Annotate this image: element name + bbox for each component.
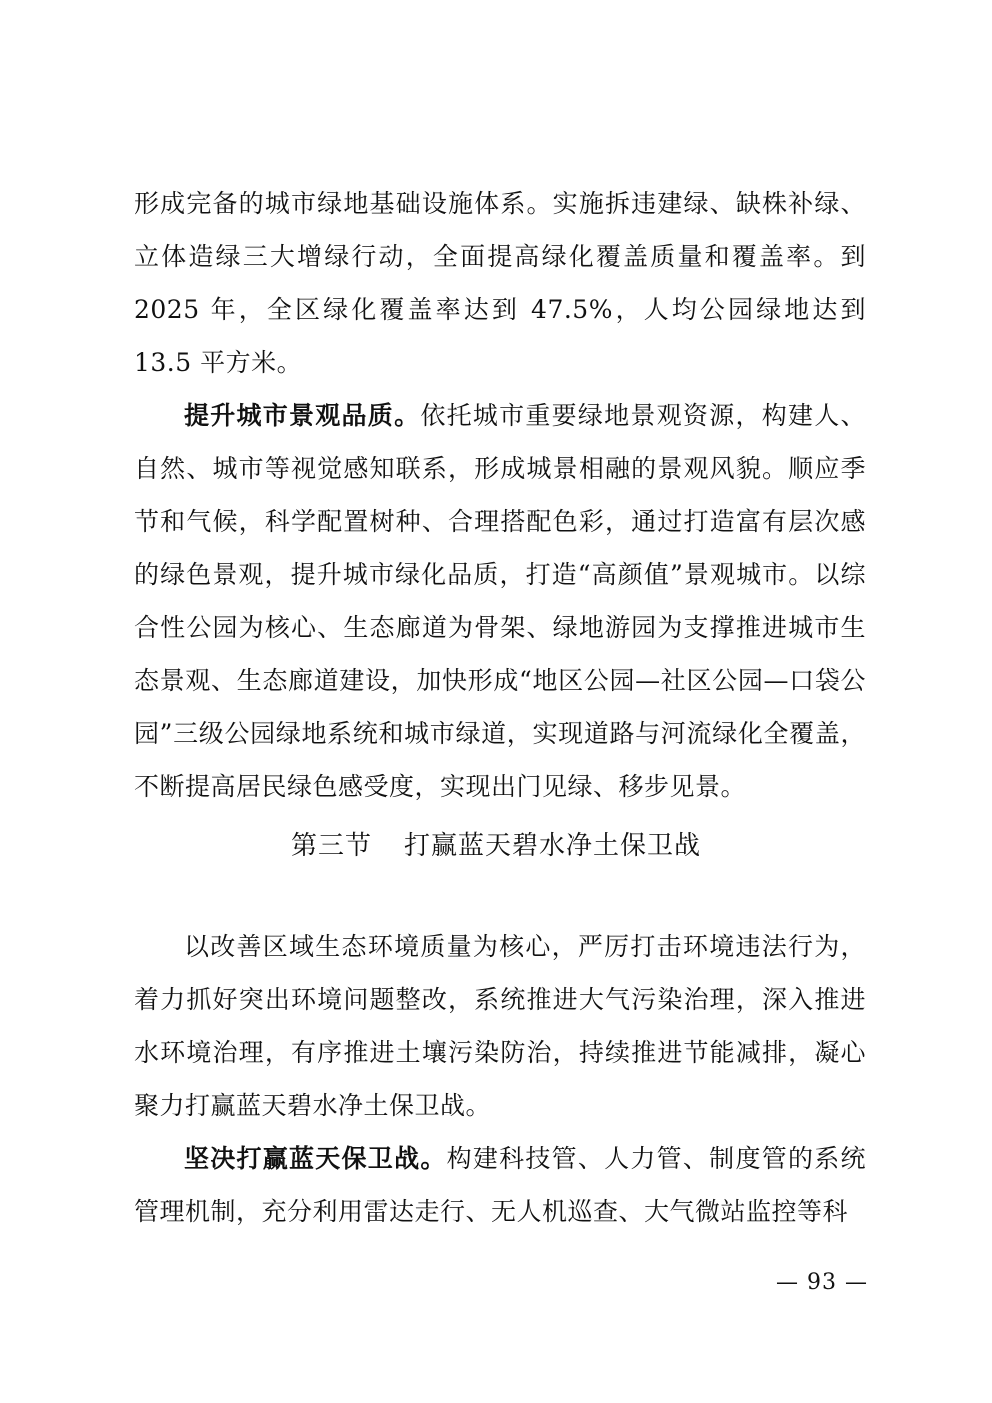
landscape-paragraph-text: 依托城市重要绿地景观资源，构建人、自然、城市等视觉感知联系，形成城景相融的景观风貌。顺应季节和气候，科学配置树种、合理搭配色彩，通过打造富有层次感的绿色景观，提升城市绿化品质，打造“高颜值”景观城市。以综合性公园为核心、生态廊道为骨架、绿地游园为支撑推进城市生态景观、生态廊道建设，加快形成“地区公园—社区公园—口袋公园”三级公园绿地系统和城市绿道，实现道路与河流绿化全覆盖，不断提高居民绿色感受度，实现出门见绿、移步见景。 xyxy=(134,401,866,801)
upper-text-block xyxy=(134,177,866,813)
landscape-paragraph-lead: 提升城市景观品质。 xyxy=(184,401,421,430)
blue-sky-paragraph-text: 构建科技管、人力管、制度管的系统管理机制，充分利用雷达走行、无人机巡查、大气微站监控等科 xyxy=(134,1144,866,1226)
page-number: — 93 — xyxy=(776,1270,868,1295)
section-heading xyxy=(0,826,992,866)
blue-sky-paragraph-lead: 坚决打赢蓝天保卫战。 xyxy=(184,1144,447,1173)
lower-text-block xyxy=(134,920,866,1238)
section-intro-paragraph: 以改善区域生态环境质量为核心，严厉打击环境违法行为，着力抓好突出环境问题整改，系统推进大气污染治理，深入推进水环境治理，有序推进土壤污染防治，持续推进节能减排，凝心聚力打赢蓝天碧水净土保卫战。 xyxy=(134,932,866,1120)
landscape-paragraph xyxy=(134,389,866,813)
section-number: 第三节 xyxy=(290,831,372,861)
intro-paragraph: 形成完备的城市绿地基础设施体系。实施拆违建绿、缺株补绿、立体造绿三大增绿行动，全面提高绿化覆盖质量和覆盖率。到 2025 年，全区绿化覆盖率达到 47.5%，人均公园绿地达到 13.5 平方米。 xyxy=(134,189,866,377)
blue-sky-paragraph xyxy=(134,1132,866,1238)
section-title: 打赢蓝天碧水净土保卫战 xyxy=(404,831,702,861)
